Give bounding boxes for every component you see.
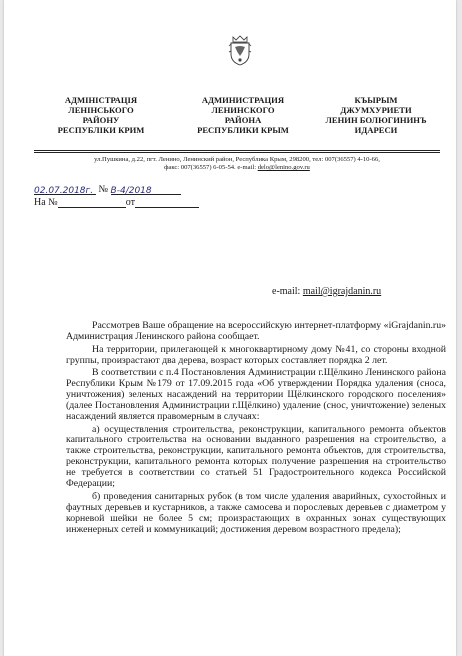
body-paragraph: Рассмотрев Ваше обращение на всероссийскую интернет-платформу «iGrajdanin.ru» Администрация Ленинского района сообщает. [66,320,446,342]
header-divider-bottom [34,152,440,153]
header-divider-top [34,150,440,151]
recipient-email-label: e-mail: [272,286,303,297]
header-crh-line: ДЖУМХУРИЕТИ [340,105,412,115]
recipient-email-line [272,286,381,297]
body-paragraph: На территории, прилегающей к многоквартирному дому №41, со стороны входной группы, произрастают два дерева, возраст которых составляет порядка 2 лет. [66,343,446,366]
header-ukrainian [42,95,160,135]
address-line: ул.Пушкина, д.22, пгт. Ленино, Ленинский район, Республика Крым, 298200, тел: 007(36557) 4-10-66, [94,156,380,163]
registration-ref-label: На № [34,197,58,208]
header-ua-line: РАЙОНУ [82,115,120,125]
header-ru-line: РАЙОНА [224,115,262,125]
header-ru-line: АДМИНИСТРАЦИЯ [201,95,285,105]
letter-body [66,321,446,537]
header-crimean-tatar [310,95,442,135]
header-ua-line: АДМІНІСТРАЦІЯ [64,95,138,105]
header-crh-line: ЛЕНИН БОЛЮГИНИНЪ [325,115,427,125]
organization-email-link[interactable]: delo@lenino.gov.ru [257,164,310,171]
body-paragraph: а) осуществления строительства, реконструкции, капитального ремонта объектов капитального строительства на основании выданного разрешения на строительство, а также строительства, реконструкции, капитального ремонта объектов, для строительства, реконструкции, капитального ремонта которых получение разрешения на строительство не требуется в соответствии со статьей 51 Градостроительного кодекса Российской Федерации; [66,423,446,490]
header-ua-line: ЛЕНІНСЬКОГО [68,105,134,115]
handwritten-date: 02.07.2018г. [34,186,94,196]
recipient-email-link[interactable]: mail@igrajdanin.ru [302,286,382,297]
body-paragraph: б) проведения санитарных рубок (в том числе удаления аварийных, сухостойных и фаутных деревьев и кустарников, а также самосева и порослевых деревьев с диаметром у корневой шейки не более 5 см; произрастающих в охранных зонах существующих инженерных сетей и коммуникаций; достижения деревом возрастного предела); [66,490,446,535]
coat-of-arms-emblem [228,34,252,66]
body-paragraph: В соответствии с п.4 Постановления Администрации г.Щёлкино Ленинского района Республики Крым №179 от 17.09.2015 года «Об утверждении Порядка удаления (сноса, уничтожения) зеленых насаждений на территории Щёлкинского городского поселения» (далее Постановления Администрации г.Щёлкино) удаление (снос, уничтожение) зеленых насаждений является правомерным в случаях: [66,367,446,422]
letter-page [4,0,456,656]
registration-no-label: № [98,184,109,195]
address-line-contacts [34,164,440,172]
registration-date-line [34,184,181,195]
header-crh-line: КЪЫРЫМ [354,95,398,105]
registration-ref-line [34,197,199,208]
address-block [34,156,440,172]
registration-from-label: от [125,197,135,208]
header-ru-line: ЛЕНИНСКОГО [211,105,275,115]
handwritten-number: В-4/2018 [110,186,152,196]
header-ru-line: РЕСПУБЛИКИ КРЫМ [197,125,289,135]
header-ua-line: РЕСПУБЛІКИ КРИМ [57,125,145,135]
header-russian [184,95,302,135]
header-crh-line: ИДАРЕСИ [354,125,398,135]
address-fax-prefix: факс: 007(36557) 6-05-54. e-mail: [164,164,258,171]
